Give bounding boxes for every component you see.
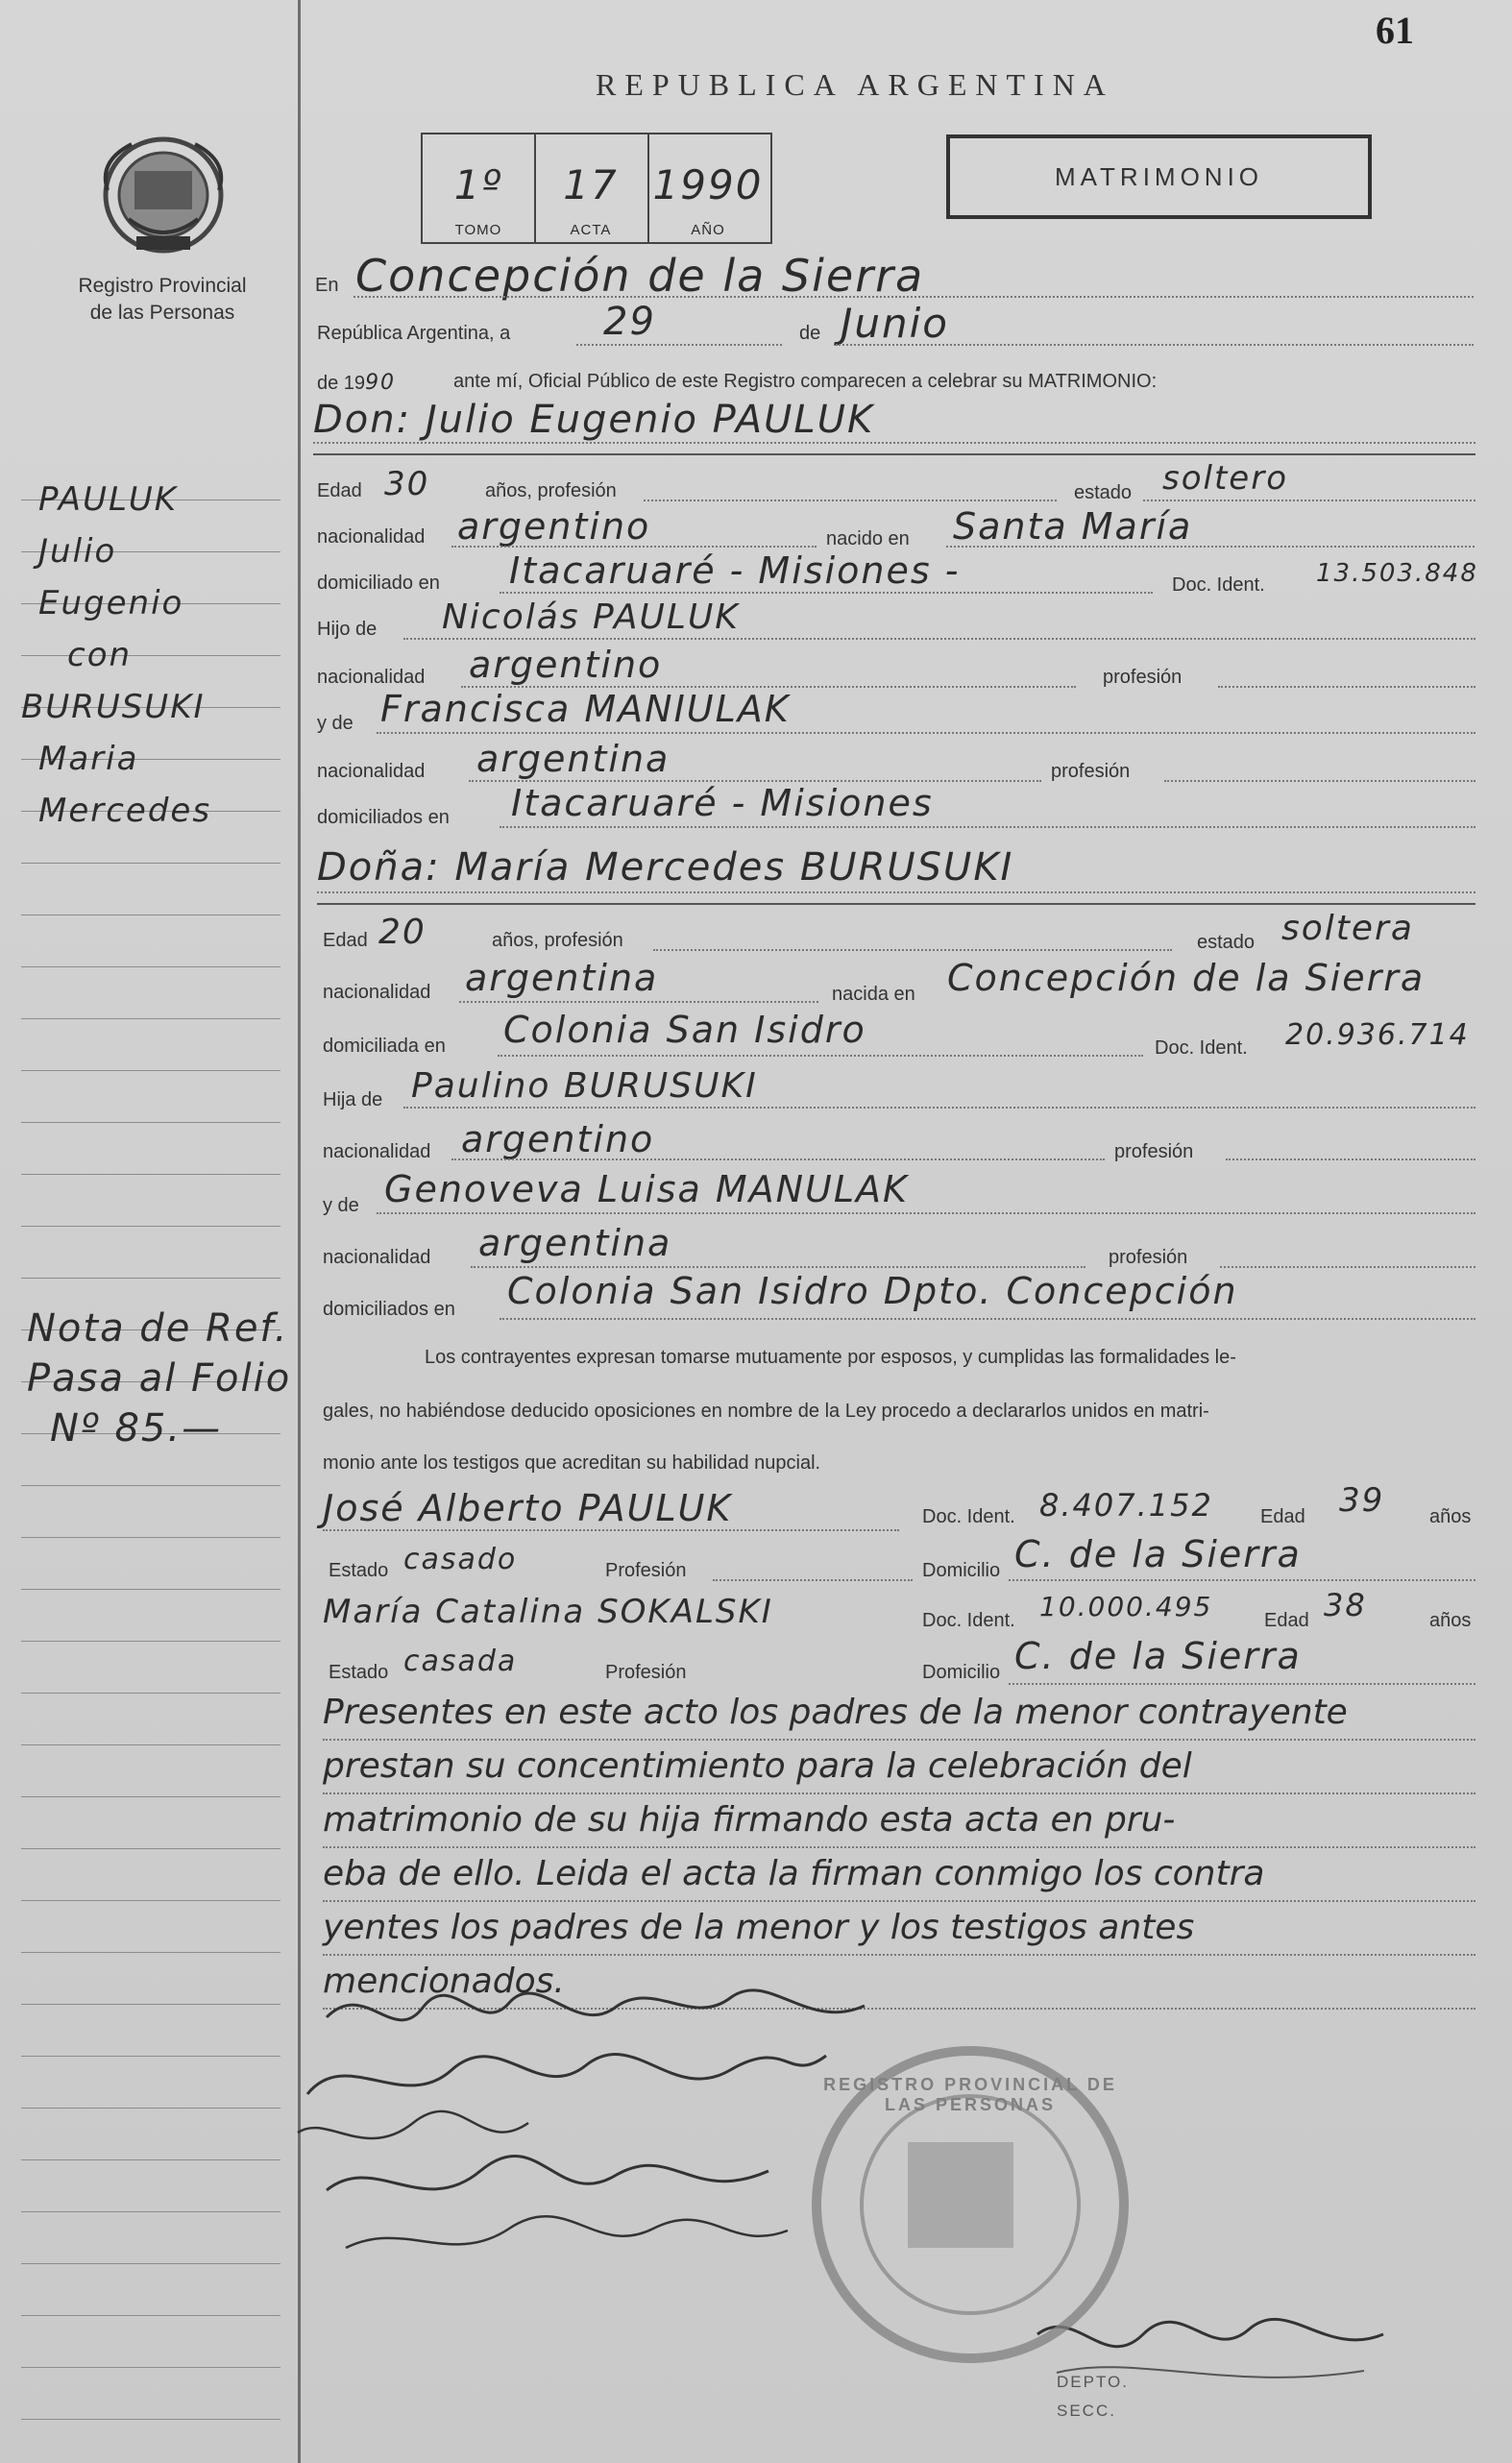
bride-doc: 20.936.714 <box>1285 1018 1470 1052</box>
witness1-estado-label: Estado <box>329 1560 389 1581</box>
margin-rule-line <box>21 1589 280 1590</box>
margin-name-line: con <box>67 636 133 674</box>
footer-stamp-line2: SECC. <box>1057 2402 1116 2420</box>
groom-heading-line <box>313 442 1475 444</box>
margin-rule-line <box>21 1744 280 1745</box>
place-line <box>354 296 1474 298</box>
bride-heading-line <box>317 891 1475 893</box>
groom-padre: Nicolás PAULUK <box>442 597 740 637</box>
bride-heading: Doña: María Mercedes BURUSUKI <box>317 845 1014 890</box>
witness2-edad-label: Edad <box>1264 1610 1309 1631</box>
groom-nac-label: nacionalidad <box>317 526 426 548</box>
margin-nota-line: Nº 85.— <box>50 1406 223 1451</box>
bride-padre: Paulino BURUSUKI <box>411 1066 758 1106</box>
de-label: de <box>799 323 821 344</box>
groom-padre-prof-line <box>1218 686 1475 688</box>
groom-padre-line <box>403 638 1475 640</box>
month-line <box>836 344 1474 346</box>
witness1-domicilio: C. de la Sierra <box>1014 1533 1302 1575</box>
observation-line: eba de ello. Leida el acta la firman conmigo los contra <box>323 1854 1265 1893</box>
stamp-text: REGISTRO PROVINCIAL DE LAS PERSONAS <box>823 2075 1117 2114</box>
groom-estado-label: estado <box>1074 482 1133 503</box>
witness1-estado: casado <box>403 1543 518 1576</box>
margin-name-line: PAULUK <box>38 480 179 519</box>
bride-padre-prof-line <box>1226 1158 1475 1160</box>
groom-padres-dom-label: domiciliados en <box>317 807 450 828</box>
margin-name-line: Mercedes <box>38 792 212 830</box>
groom-madre-prof-line <box>1164 780 1475 782</box>
witness2-name: María Catalina SOKALSKI <box>323 1593 773 1631</box>
bride-separator <box>317 903 1475 905</box>
margin-rule-line <box>21 1174 280 1175</box>
observation-line: Presentes en este acto los padres de la menor contrayente <box>323 1693 1348 1732</box>
acta-cell <box>534 134 649 242</box>
bride-madre-line <box>377 1212 1475 1214</box>
margin-name-line: BURUSUKI <box>21 688 206 726</box>
bride-padre-line <box>403 1107 1475 1109</box>
groom-padre-nac: argentino <box>469 644 663 686</box>
year-suffix: 90 <box>365 371 397 395</box>
witness1-dom-line <box>1009 1579 1475 1581</box>
bride-edad-label: Edad <box>323 930 368 951</box>
margin-name-line: Julio <box>38 532 117 571</box>
margin-rule-line <box>21 1485 280 1486</box>
tomo-value: 1º <box>453 161 503 208</box>
witness1-doc: 8.407.152 <box>1039 1487 1213 1524</box>
bride-madre: Genoveva Luisa MANULAK <box>384 1168 909 1210</box>
bride-nac: argentina <box>465 957 659 999</box>
ante-text: ante mí, Oficial Público de este Registro comparecen a celebrar su MATRIMONIO: <box>453 371 1158 392</box>
tomo-label: TOMO <box>454 222 502 238</box>
bride-padres-dom-label: domiciliados en <box>323 1299 455 1320</box>
observation-rule <box>323 1792 1475 1794</box>
witness1-doc-label: Doc. Ident. <box>922 1506 1015 1527</box>
groom-doc-label: Doc. Ident. <box>1172 574 1265 596</box>
groom-nacido: Santa María <box>953 505 1193 548</box>
margin-rule-line <box>21 2419 280 2420</box>
groom-madre: Francisca MANIULAK <box>380 688 791 730</box>
groom-estado: soltero <box>1162 459 1288 498</box>
margin-rule-line <box>21 1122 280 1123</box>
bride-dom-line <box>498 1055 1143 1057</box>
bride-domicilio: Colonia San Isidro <box>503 1009 866 1051</box>
bride-dom-label: domiciliada en <box>323 1036 446 1057</box>
margin-rule-line <box>21 1226 280 1227</box>
groom-padre-nac-label: nacionalidad <box>317 667 426 688</box>
bride-padre-prof-label: profesión <box>1114 1141 1194 1162</box>
groom-nac: argentino <box>457 505 651 548</box>
margin-rule-line <box>21 2315 280 2316</box>
bride-padre-nac-label: nacionalidad <box>323 1141 431 1162</box>
bride-nacida: Concepción de la Sierra <box>947 957 1426 999</box>
groom-padres-dom: Itacaruaré - Misiones <box>511 782 934 824</box>
margin-rule-line <box>21 1900 280 1901</box>
margin-rule-line <box>21 1070 280 1071</box>
margin-rule-line <box>21 1641 280 1642</box>
groom-domicilio: Itacaruaré - Misiones - <box>509 549 961 592</box>
witness1-prof-line <box>713 1579 913 1581</box>
witness2-domicilio: C. de la Sierra <box>1014 1635 1302 1677</box>
margin-nota-line: Pasa al Folio <box>27 1356 292 1401</box>
margin-rule-line <box>21 2263 280 2264</box>
witness1-edad: 39 <box>1339 1481 1385 1520</box>
bride-estado-label: estado <box>1197 932 1256 953</box>
registry-name-line2: de las Personas <box>89 302 235 324</box>
bride-madre-nac: argentina <box>478 1222 672 1264</box>
groom-nac-line <box>451 546 817 548</box>
act-type-box: MATRIMONIO <box>946 134 1372 219</box>
bride-edad: 20 <box>378 913 427 952</box>
groom-padres-dom-line <box>500 826 1475 828</box>
margin-rule-line <box>21 2056 280 2057</box>
en-label: En <box>315 275 339 296</box>
groom-madre-nac-label: nacionalidad <box>317 761 426 782</box>
witness1-domicilio-label: Domicilio <box>922 1560 1001 1581</box>
margin-rule-line <box>21 2367 280 2368</box>
tomo-acta-ano-box <box>421 133 772 244</box>
intro-month: Junio <box>841 300 949 347</box>
intro-place: Concepción de la Sierra <box>355 250 925 302</box>
witness1-anos: años <box>1429 1506 1472 1527</box>
observation-rule <box>323 1739 1475 1741</box>
margin-rule-line <box>21 1848 280 1849</box>
ano-label: AÑO <box>691 222 725 238</box>
ano-cell <box>647 134 768 242</box>
groom-doc: 13.503.848 <box>1316 559 1478 588</box>
observation-line: matrimonio de su hija firmando esta acta en pru- <box>323 1800 1176 1840</box>
groom-nacido-label: nacido en <box>826 528 910 549</box>
day-line <box>576 344 782 346</box>
bride-doc-label: Doc. Ident. <box>1155 1037 1248 1059</box>
margin-rule-line <box>21 655 280 656</box>
margin-rule-line <box>21 1278 280 1279</box>
bride-madre-nac-line <box>471 1266 1085 1268</box>
witness1-name: José Alberto PAULUK <box>323 1487 733 1529</box>
margin-nota-line: Nota de Ref. <box>27 1306 289 1351</box>
footer-stamp-line1: DEPTO. <box>1057 2373 1129 2391</box>
margin-rule-line <box>21 1018 280 1019</box>
bride-madre-prof-label: profesión <box>1109 1247 1188 1268</box>
groom-dom-label: domiciliado en <box>317 573 440 594</box>
margin-rule-line <box>21 863 280 864</box>
tomo-cell <box>423 134 536 242</box>
witness1-profesion-label: Profesión <box>605 1560 687 1581</box>
margin-rule-line <box>21 1952 280 1953</box>
groom-nacido-line <box>946 546 1475 548</box>
registry-name-line1: Registro Provincial <box>78 275 247 297</box>
observation-rule <box>323 1846 1475 1848</box>
witness2-estado-label: Estado <box>329 1662 389 1683</box>
witness2-edad: 38 <box>1324 1587 1367 1623</box>
witness1-name-line <box>323 1529 899 1531</box>
bride-padre-nac: argentino <box>461 1118 655 1160</box>
year-prefix: de 19 <box>317 373 366 394</box>
page-number: 61 <box>1376 9 1414 52</box>
witness2-dom-line <box>1009 1683 1475 1685</box>
groom-estado-line <box>1143 500 1475 501</box>
groom-dom-line <box>500 592 1153 594</box>
groom-edad: 30 <box>384 465 430 503</box>
groom-separator <box>313 453 1475 455</box>
observation-line: mencionados. <box>323 1962 565 2001</box>
bride-yde-label: y de <box>323 1195 359 1216</box>
stamp-center <box>908 2142 1013 2248</box>
margin-rule-line <box>21 1796 280 1797</box>
witness2-domicilio-label: Domicilio <box>922 1662 1001 1683</box>
bride-padres-dom: Colonia San Isidro Dpto. Concepción <box>507 1270 1238 1312</box>
groom-hijo-label: Hijo de <box>317 619 378 640</box>
observation-rule <box>323 1954 1475 1956</box>
groom-padre-prof-label: profesión <box>1103 667 1183 688</box>
witness2-estado: casada <box>403 1645 518 1678</box>
witness2-doc: 10.000.495 <box>1039 1591 1213 1622</box>
acta-value: 17 <box>563 161 619 208</box>
bride-madre-prof-line <box>1220 1266 1475 1268</box>
margin-rule-line <box>21 2159 280 2160</box>
margin-name-line: Maria <box>38 740 139 778</box>
groom-madre-line <box>377 732 1475 734</box>
acta-label: ACTA <box>570 222 612 238</box>
margin-rule-line <box>21 914 280 915</box>
observation-line: yentes los padres de la menor y los testigos antes <box>323 1908 1195 1947</box>
margin-rule-line <box>21 1693 280 1694</box>
groom-madre-prof-label: profesión <box>1051 761 1131 782</box>
witness1-edad-label: Edad <box>1260 1506 1305 1527</box>
bride-prof-line <box>653 949 1172 951</box>
groom-anos-label: años, profesión <box>485 480 617 501</box>
bride-hija-label: Hija de <box>323 1089 383 1110</box>
declaration-line1: Los contrayentes expresan tomarse mutuamente por esposos, y cumplidas las formalidades le- <box>425 1347 1236 1368</box>
declaration-line3: monio ante los testigos que acreditan su habilidad nupcial. <box>323 1452 821 1474</box>
margin-rule-line <box>21 966 280 967</box>
observation-rule <box>323 1900 1475 1902</box>
groom-heading: Don: Julio Eugenio PAULUK <box>313 398 875 442</box>
provincial-seal-icon <box>79 133 248 257</box>
bride-estado: soltera <box>1281 909 1414 948</box>
bride-nacida-label: nacida en <box>832 984 915 1005</box>
witness2-doc-label: Doc. Ident. <box>922 1610 1015 1631</box>
margin-rule-line <box>21 1537 280 1538</box>
margin-rule-line <box>21 2108 280 2109</box>
declaration-line2: gales, no habiéndose deducido oposiciones en nombre de la Ley procedo a declararlos unidos en matri- <box>323 1401 1209 1422</box>
witness2-anos: años <box>1429 1610 1472 1631</box>
bride-padres-dom-line <box>500 1318 1475 1320</box>
bride-madre-nac-label: nacionalidad <box>323 1247 431 1268</box>
groom-yde-label: y de <box>317 713 354 734</box>
bride-anos-label: años, profesión <box>492 930 623 951</box>
intro-day: 29 <box>603 300 656 344</box>
ano-value: 1990 <box>652 161 764 208</box>
groom-prof-line <box>644 500 1057 501</box>
observation-line: prestan su concentimiento para la celebración del <box>323 1746 1192 1786</box>
bride-nac-line <box>459 1001 818 1003</box>
witness2-profesion-label: Profesión <box>605 1662 687 1683</box>
margin-rule-line <box>21 2211 280 2212</box>
republica-label: República Argentina, a <box>317 323 511 344</box>
margin-name-line: Eugenio <box>38 584 184 622</box>
bride-nac-label: nacionalidad <box>323 982 431 1003</box>
bride-padre-nac-line <box>451 1158 1105 1160</box>
country-title: REPUBLICA ARGENTINA <box>596 67 1114 102</box>
official-round-stamp <box>812 2046 1129 2363</box>
groom-edad-label: Edad <box>317 480 362 501</box>
groom-madre-nac: argentina <box>476 738 671 780</box>
margin-rule-line <box>21 2004 280 2005</box>
